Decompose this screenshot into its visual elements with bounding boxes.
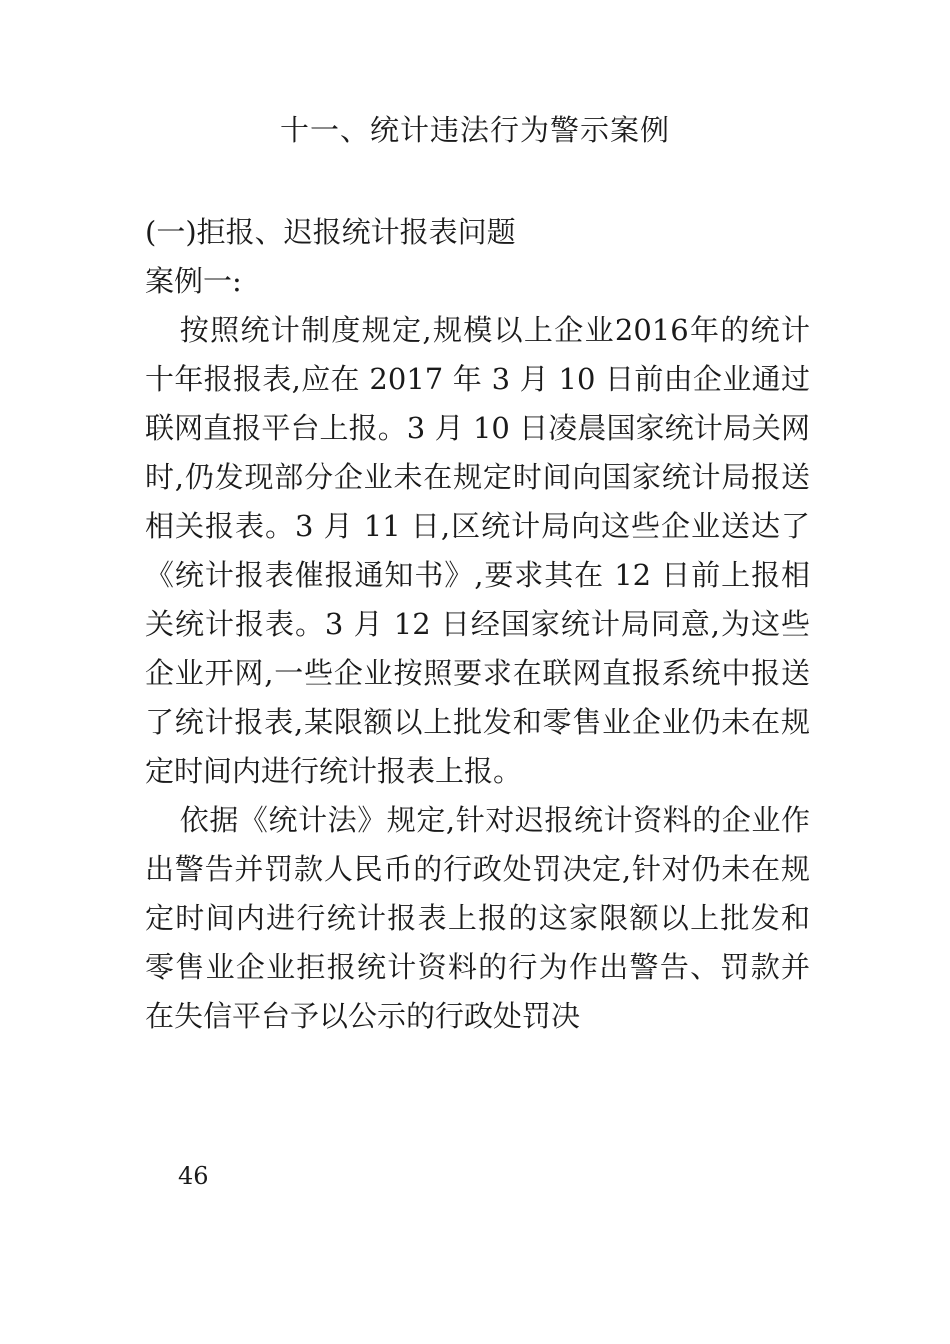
paragraph-2: 依据《统计法》规定,针对迟报统计资料的企业作出警告并罚款人民币的行政处罚决定,针对仍未在规定时间内进行统计报表上报的这家限额以上批发和零售业企业拒报统计资料的行为作出警告、罚款并在失信平台予以公示的行政处罚决 (145, 803, 810, 1033)
page-number: 46 (178, 1162, 209, 1190)
page-title: 十一、统计违法行为警示案例 (279, 113, 670, 147)
document-body (145, 208, 810, 1041)
case-label: 案例一: (145, 264, 242, 298)
section-heading: (一)拒报、迟报统计报表问题 (145, 215, 516, 249)
paragraph-1: 按照统计制度规定,规模以上企业2016年的统计十年报报表,应在 2017 年 3 月 10 日前由企业通过联网直报平台上报。3 月 10 日凌晨国家统计局关网时,仍发现部分企业未在规定时间向国家统计局报送相关报表。3 月 11 日,区统计局向这些企业送达了《统计报表催报通知书》,要求其在 12 日前上报相关统计报表。3 月 12 日经国家统计局同意,为这些企业开网,一些企业按照要求在联网直报系统中报送了统计报表,某限额以上批发和零售业企业仍未在规定时间内进行统计报表上报。 (145, 313, 810, 788)
